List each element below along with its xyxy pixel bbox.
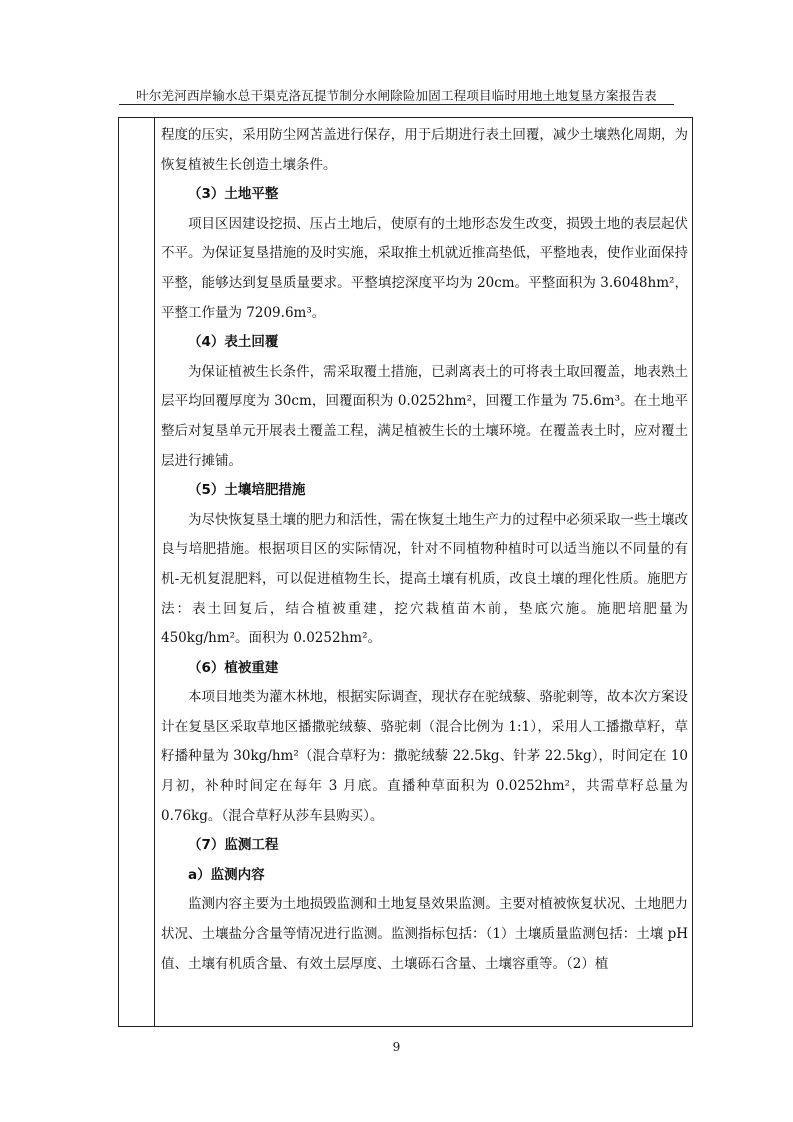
paragraph-topsoil-covering: 为保证植被生长条件，需采取覆土措施，已剥离表土的可将表土取回覆盖，地表熟土层平均回覆厚度为 30cm，回覆面积为 0.0252hm²，回覆工作量为 75.6m³。在土地平整后对复垦单元开展表土覆盖工程，满足植被生长的土壤环境。在覆盖表土时，应对覆土层进行摊铺。 bbox=[161, 363, 688, 469]
paragraph-soil-fertilization: 为尽快恢复垦土壤的肥力和活性，需在恢复土地生产力的过程中必须采取一些土壤改良与培肥措施。根据项目区的实际情况，针对不同植物种植时可以适当施以不同量的有机-无机复混肥料，可以促进植物生长，提高土壤有机质，改良土壤的理化性质。施肥方法：表土回复后，结合植被重建，挖穴栽植苗木前，垫底穴施。施肥培肥量为 450kg/hm²。面积为 0.0252hm²。 bbox=[161, 511, 688, 647]
section-heading-topsoil-covering: （4）表土回覆 bbox=[188, 334, 279, 351]
document-header-title: 叶尔羌河西岸输水总干渠克洛瓦提节制分水闸除险加固工程项目临时用地土地复垦方案报告表 bbox=[136, 88, 657, 103]
page-number: 9 bbox=[392, 1040, 401, 1054]
paragraph-land-leveling: 项目区因建设挖损、压占土地后，使原有的土地形态发生改变，损毁土地的表层起伏不平。为保证复垦措施的及时实施，采取推土机就近推高垫低，平整地表，使作业面保持平整，能够达到复垦质量要求。平整填挖深度平均为 20cm。平整面积为 3.6048hm²，平整工作量为 7209.6m³。 bbox=[161, 215, 688, 321]
paragraph-vegetation-rebuilding: 本项目地类为灌木林地，根据实际调查，现状存在驼绒藜、骆驼刺等，故本次方案设计在复垦区采取草地区播撒驼绒藜、骆驼刺（混合比例为 1:1），采用人工播撒草籽，草籽播种量为 30kg/hm²（混合草籽为：撒驼绒藜 22.5kg、针茅 22.5kg），时间定在 10 月初，补种时间定在每年 3 月底。直播种草面积为 0.0252hm²，共需草籽总量为 0.76kg。（混合草籽从莎车县购买）。 bbox=[161, 689, 688, 824]
paragraph-continuation: 程度的压实，采用防尘网苫盖进行保存，用于后期进行表土回覆，减少土壤熟化周期，为恢复植被生长创造土壤条件。 bbox=[161, 127, 688, 173]
section-heading-monitoring: （7）监测工程 bbox=[188, 837, 279, 854]
section-heading-vegetation-rebuilding: （6）植被重建 bbox=[188, 659, 279, 676]
header-rule bbox=[119, 104, 674, 105]
paragraph-monitoring-content: 监测内容主要为土地损毁监测和土地复垦效果监测。主要对植被恢复状况、土地肥力状况、土壤盐分含量等情况进行监测。监测指标包括：（1）土壤质量监测包括：土壤 pH 值、土壤有机质含量、有效土层厚度、土壤砾石含量、土壤容重等。（2）植 bbox=[161, 896, 688, 972]
subsection-heading-monitoring-content: a）监测内容 bbox=[188, 866, 265, 883]
table-column-divider bbox=[154, 117, 155, 1027]
section-heading-soil-fertilization: （5）土壤培肥措施 bbox=[188, 482, 306, 499]
section-heading-land-leveling: （3）土地平整 bbox=[188, 186, 279, 203]
table-content-cell bbox=[161, 121, 688, 979]
